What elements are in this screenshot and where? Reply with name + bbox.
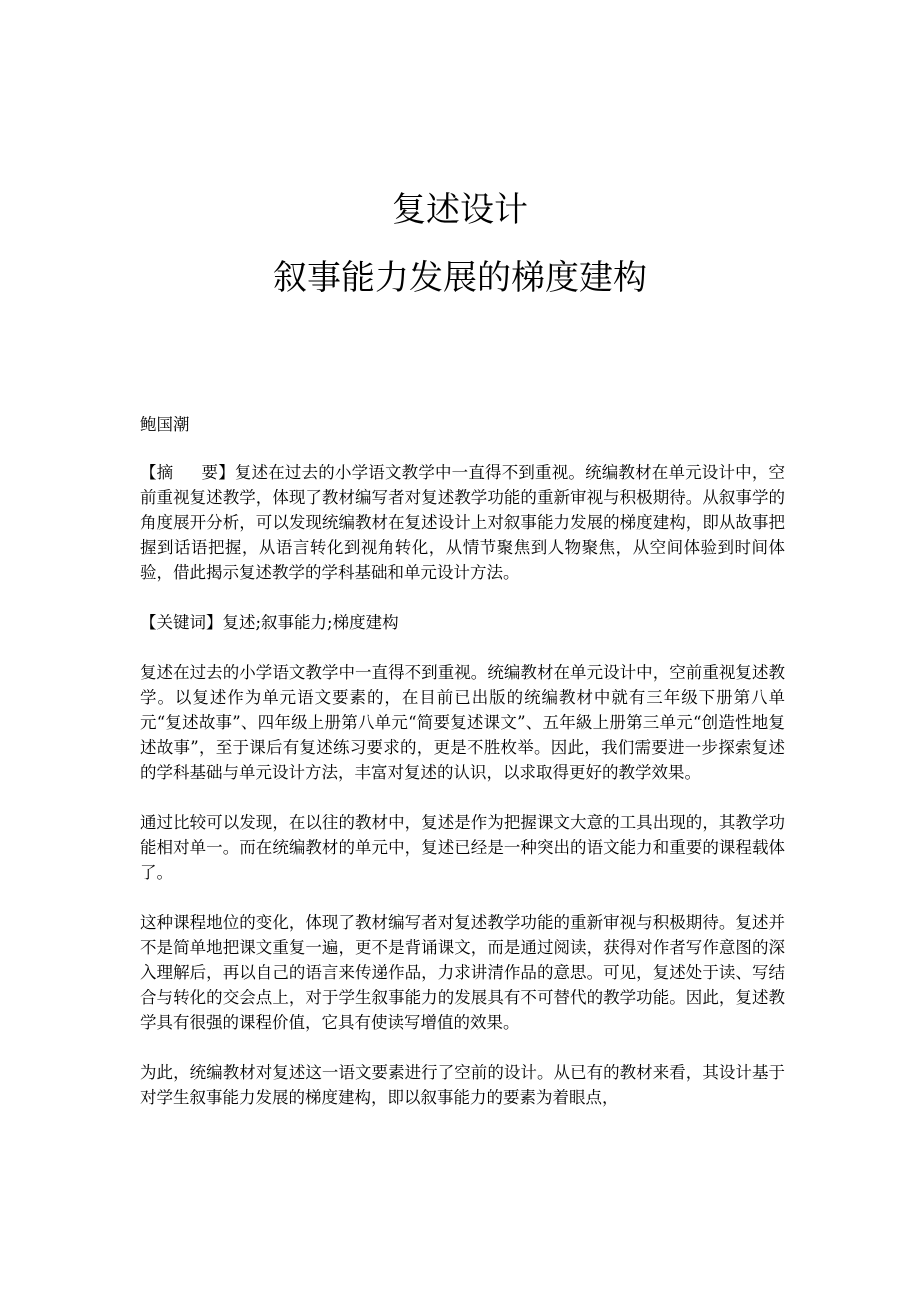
abstract-text: 复述在过去的小学语文教学中一直得不到重视。统编教材在单元设计中，空前重视复述教学，体现了教材编写者对复述教学功能的重新审视与积极期待。从叙事学的角度展开分析，可以发现统编教材在复述设计上对叙事能力发展的梯度建构，即从故事把握到话语把握，从语言转化到视角转化，从情节聚焦到人物聚焦，从空间体验到时间体验，借此揭示复述教学的学科基础和单元设计方法。 [140, 463, 786, 582]
body-paragraph-2: 通过比较可以发现，在以往的教材中，复述是作为把握课文大意的工具出现的，其教学功能相对单一。而在统编教材的单元中，复述已经是一种突出的语文能力和重要的课程载体了。 [140, 813, 785, 882]
title-block [0, 182, 920, 306]
body-paragraph-1: 复述在过去的小学语文教学中一直得不到重视。统编教材在单元设计中，空前重视复述教学。以复述作为单元语文要素的，在目前已出版的统编教材中就有三年级下册第八单元“复述故事”、四年级上册第八单元“简要复述课文”、五年級上册第三单元“创造性地复述故事”，至于课后有复述练习要求的，更是不胜枚举。因此，我们需要进一步探索复述的学科基础与单元设计方法，丰富对复述的认识，以求取得更好的教学效果。 [140, 663, 785, 782]
keywords-paragraph [140, 610, 785, 635]
keywords-label: 【关键词】 [140, 613, 223, 632]
abstract-label-open: 【摘 [140, 463, 174, 482]
body-paragraph-3: 这种课程地位的变化，体现了教材编写者对复述教学功能的重新审视与积极期待。复述并不是简单地把课文重复一遍，更不是背诵课文，而是通过阅读，获得对作者写作意图的深入理解后，再以自己的语言来传递作品，力求讲清作品的意思。可见，复述处于读、写结合与转化的交会点上，对于学生叙事能力的发展具有不可替代的教学功能。因此，复述教学具有很强的课程价值，它具有使读写增值的效果。 [140, 913, 785, 1032]
author-name: 鲍国潮 [140, 415, 190, 434]
document-title: 复述设计 [392, 190, 528, 230]
keywords-text: 复述;叙事能力;梯度建构 [222, 613, 399, 632]
abstract-label-close: 要】 [201, 463, 235, 482]
body-paragraph-4: 为此，统编教材对复述这一语文要素进行了空前的设计。从已有的教材来看，其设计基于对学生叙事能力发展的梯度建构，即以叙事能力的要素为着眼点， [140, 1063, 785, 1107]
abstract-paragraph [140, 460, 785, 585]
document-body [140, 412, 785, 1135]
document-subtitle: 叙事能力发展的梯度建构 [273, 258, 647, 298]
